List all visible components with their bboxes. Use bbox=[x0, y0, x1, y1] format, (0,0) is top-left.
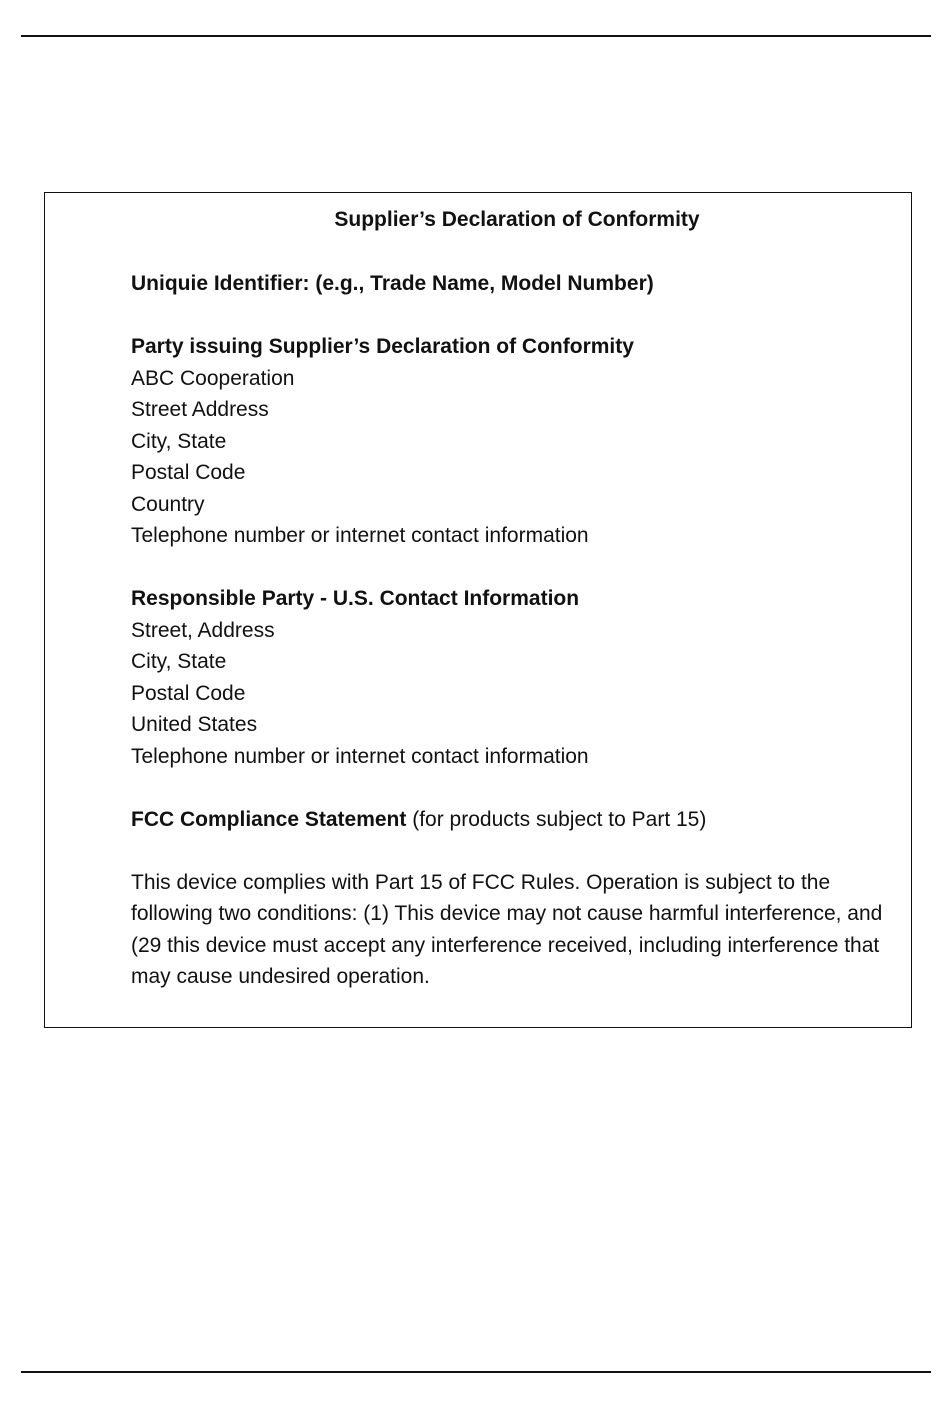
spacer bbox=[131, 300, 901, 332]
sdoc-title: Supplier’s Declaration of Conformity bbox=[334, 208, 700, 231]
responsible-party-street: Street, Address bbox=[131, 618, 275, 642]
responsible-party-contact: Telephone number or internet contact information bbox=[131, 744, 589, 768]
issuing-party-country: Country bbox=[131, 492, 205, 516]
issuing-party-heading: Party issuing Supplier’s Declaration of Conformity bbox=[131, 335, 634, 358]
sdoc-content bbox=[131, 268, 901, 993]
sdoc-box bbox=[44, 192, 912, 1028]
top-rule bbox=[21, 35, 931, 37]
spacer bbox=[131, 552, 901, 584]
responsible-party-country: United States bbox=[131, 713, 258, 736]
issuing-party-postal-code: Postal Code bbox=[131, 461, 246, 484]
issuing-party-street: Street Address bbox=[131, 398, 269, 421]
responsible-party-postal-code: Postal Code bbox=[131, 681, 246, 705]
unique-identifier: Uniquie Identifier: (e.g., Trade Name, Model Number) bbox=[131, 272, 654, 295]
responsible-party-city-state: City, State bbox=[131, 650, 227, 673]
issuing-party-company: ABC Cooperation bbox=[131, 366, 295, 390]
fcc-statement: This device complies with Part 15 of FCC Rules. Operation is subject to the following two conditions: (1) This device may not cause harmful interference, and (29 this device must accept any interference received, including interference that may cause undesired operation. bbox=[131, 870, 883, 988]
fcc-heading: FCC Compliance Statement bbox=[131, 807, 407, 831]
spacer bbox=[131, 772, 901, 804]
spacer bbox=[131, 835, 901, 867]
responsible-party-heading: Responsible Party - U.S. Contact Information bbox=[131, 587, 580, 610]
fcc-note: (for products subject to Part 15) bbox=[406, 807, 707, 831]
fcc-heading-line bbox=[131, 804, 901, 836]
bottom-rule bbox=[21, 1371, 931, 1373]
issuing-party-contact: Telephone number or internet contact information bbox=[131, 524, 589, 547]
issuing-party-city-state: City, State bbox=[131, 429, 227, 453]
